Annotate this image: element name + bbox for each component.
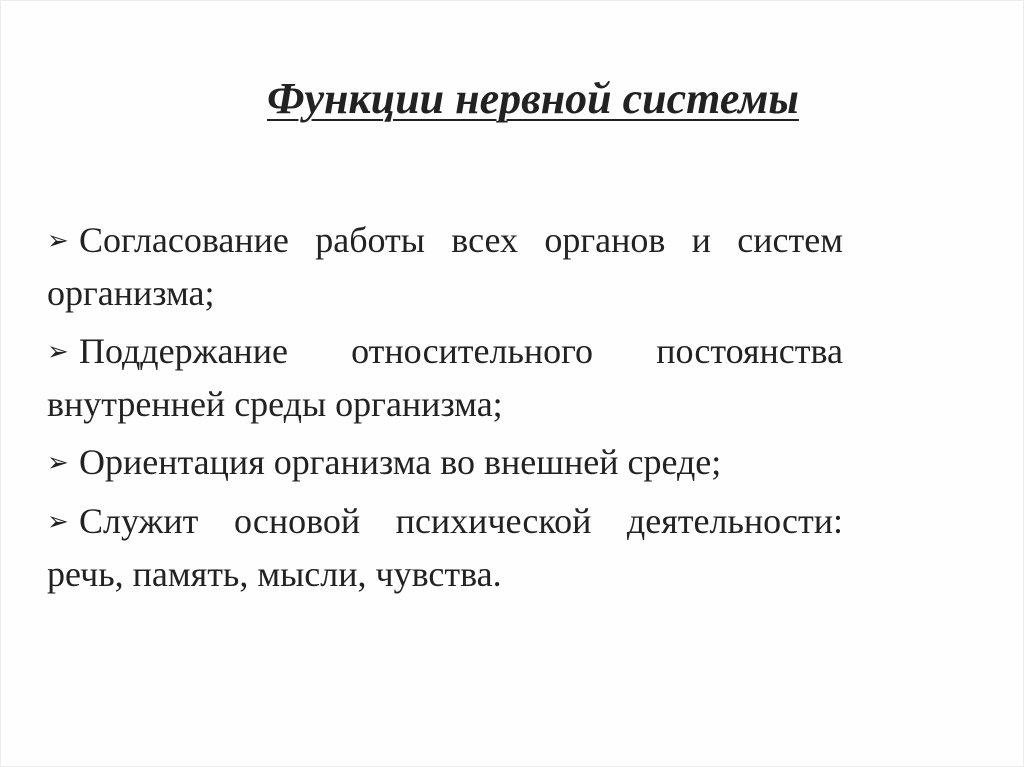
bullet-text: Ориентация организма во внешней среде;	[79, 442, 722, 482]
list-item	[47, 436, 843, 489]
arrow-bullet-icon: ➢	[47, 448, 69, 478]
bullet-text: Служит основой психической деятельности: речь, память, мысли, чувства.	[47, 501, 843, 594]
list-item	[47, 214, 843, 319]
arrow-bullet-icon: ➢	[47, 226, 69, 256]
list-item	[47, 325, 843, 430]
bullet-list	[47, 214, 843, 606]
arrow-bullet-icon: ➢	[47, 337, 69, 367]
list-item	[47, 495, 843, 600]
slide-title: Функции нервной системы	[267, 74, 799, 123]
bullet-text: Согласование работы всех органов и систем организма;	[47, 220, 843, 313]
bullet-text: Поддержание относительного постоянства внутренней среды организма;	[47, 331, 843, 424]
arrow-bullet-icon: ➢	[47, 507, 69, 537]
